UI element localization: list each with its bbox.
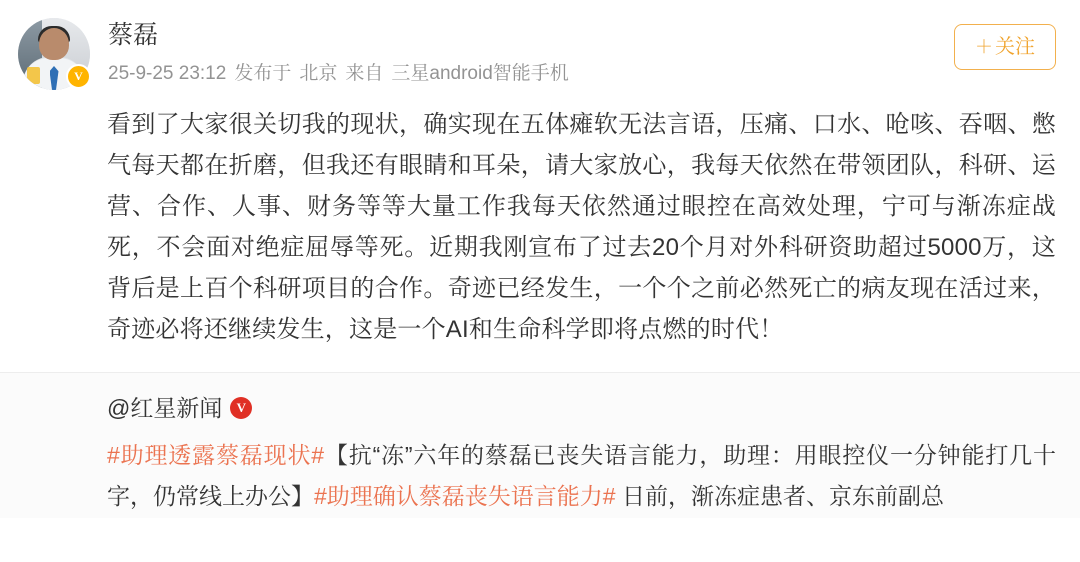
post-content: 看到了大家很关切我的现状，确实现在五体瘫软无法言语，压痛、口水、呛咳、吞咽、憋气每天都在折磨，但我还有眼睛和耳朵，请大家放心，我每天依然在带领团队，科研、运营、合作、人事、财务等等大量工作我每天依然通过眼控在高效处理，宁可与渐冻症战死，不会面对绝症屈辱等死。近期我刚宣布了过去20个月对外科研资助超过5000万，这背后是上百个科研项目的合作。奇迹已经发生，一个个之前必然死亡的病友现在活过来，奇迹必将还继续发生，这是一个AI和生命科学即将点燃的时代！	[107, 111, 1056, 343]
post-source-device[interactable]: 三星android智能手机	[391, 63, 569, 84]
quoted-post[interactable]	[0, 372, 1080, 518]
verified-badge-icon: V	[66, 64, 91, 89]
topic-link-2[interactable]: #助理确认蔡磊丧失语言能力#	[314, 483, 616, 509]
post-header-text	[90, 16, 954, 87]
post-timestamp[interactable]: 25-9-25 23:12	[108, 63, 227, 84]
follow-button[interactable]	[954, 24, 1056, 70]
quoted-post-author[interactable]	[107, 393, 1056, 423]
avatar-head	[39, 28, 69, 60]
avatar-badge-card	[27, 67, 40, 84]
quoted-author-name[interactable]: @红星新闻	[107, 395, 223, 421]
post-location[interactable]: 北京	[299, 63, 338, 84]
post-header	[0, 0, 1080, 90]
publish-label: 发布于	[234, 63, 292, 84]
topic-link-1[interactable]: #助理透露蔡磊现状#	[107, 442, 325, 468]
post-meta	[108, 61, 954, 87]
plus-icon: ＋	[975, 37, 993, 57]
quoted-text-2: 日前，渐冻症患者、京东前副总	[615, 483, 944, 509]
avatar[interactable]	[18, 18, 90, 90]
quoted-post-text	[107, 435, 1056, 517]
follow-button-label: 关注	[995, 36, 1035, 58]
quoted-text-1: 【抗“冻”六年的蔡磊已丧失语言能力，助理：用眼控仪一分钟能打几十字，仍常线上办公】	[107, 442, 1056, 509]
verified-badge-icon-red: V	[230, 397, 252, 419]
author-nickname[interactable]: 蔡磊	[108, 21, 159, 49]
source-label: 来自	[345, 63, 384, 84]
